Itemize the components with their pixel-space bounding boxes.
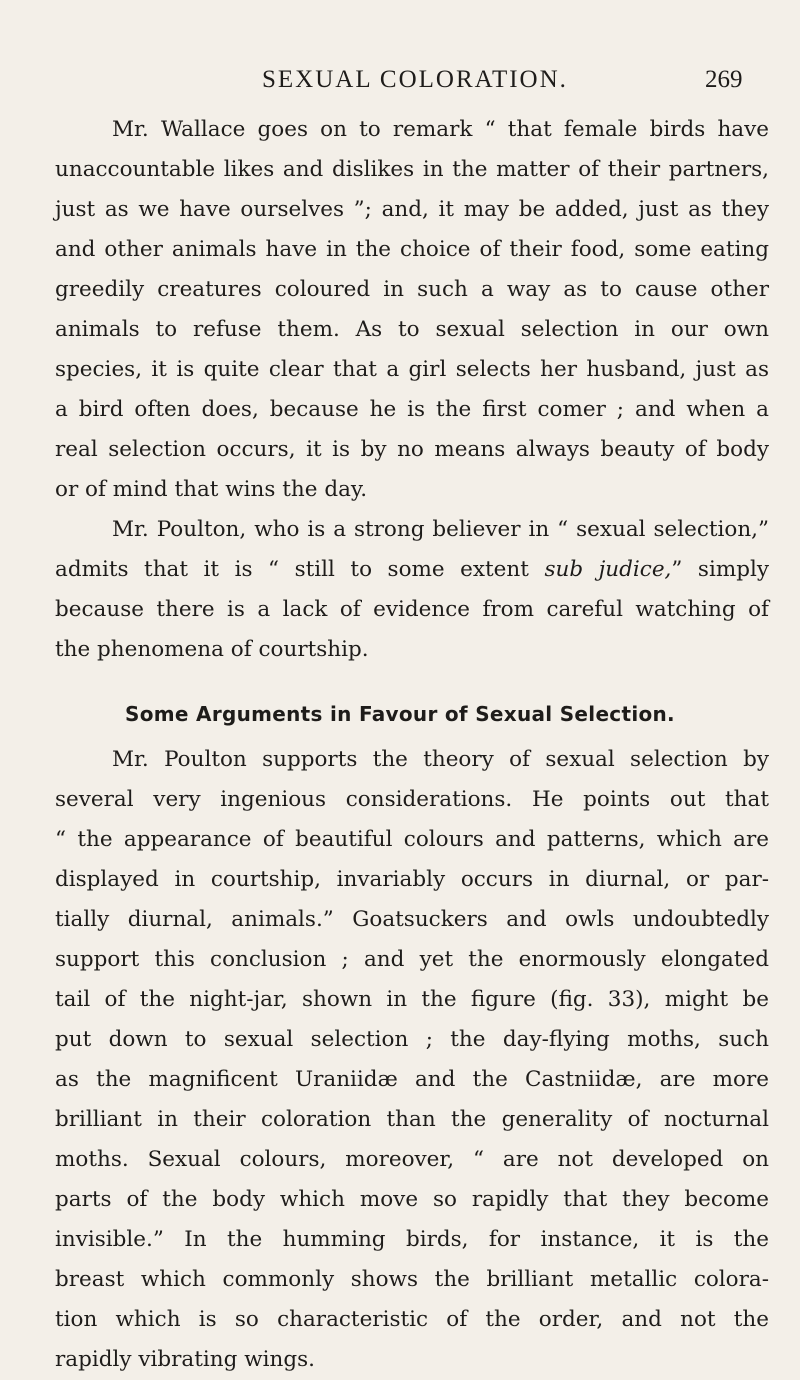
text-line: tially diurnal, animals.” Goatsuckers and owls undoubtedly bbox=[55, 907, 769, 932]
text-line: support this conclusion ; and yet the enormously elongated bbox=[55, 947, 769, 972]
text-line: “ the appearance of beautiful colours and patterns, which are bbox=[55, 827, 769, 852]
paragraph-1 bbox=[55, 110, 769, 510]
italic-term: sub judice, bbox=[544, 557, 672, 582]
text-line: displayed in courtship, invariably occurs in diurnal, or par- bbox=[55, 867, 769, 892]
text-line: and other animals have in the choice of their food, some eating bbox=[55, 237, 769, 262]
text-line: unaccountable likes and dislikes in the matter of their partners, bbox=[55, 157, 769, 182]
text-line: tion which is so characteristic of the order, and not the bbox=[55, 1307, 769, 1332]
running-head: SEXUAL COLORATION. bbox=[262, 66, 568, 93]
text-line: parts of the body which move so rapidly that they become bbox=[55, 1187, 769, 1212]
body-text-top bbox=[55, 110, 769, 670]
text-line: Mr. Poulton supports the theory of sexual selection by bbox=[112, 747, 769, 772]
body-text-bottom bbox=[55, 740, 769, 1380]
text-line: Mr. Wallace goes on to remark “ that female birds have bbox=[112, 117, 769, 142]
text-line: invisible.” In the humming birds, for instance, it is the bbox=[55, 1227, 769, 1252]
text-line: brilliant in their coloration than the generality of nocturnal bbox=[55, 1107, 769, 1132]
text-line: several very ingenious considerations. He points out that bbox=[55, 787, 769, 812]
text-line: moths. Sexual colours, moreover, “ are not developed on bbox=[55, 1147, 769, 1172]
text-line: animals to refuse them. As to sexual selection in our own bbox=[55, 317, 769, 342]
text-line: breast which commonly shows the brilliant metallic colora- bbox=[55, 1267, 769, 1292]
paragraph-2 bbox=[55, 510, 769, 670]
text-line: a bird often does, because he is the first comer ; and when a bbox=[55, 397, 769, 422]
text-line: or of mind that wins the day. bbox=[55, 477, 368, 502]
text-line: as the magnificent Uraniidæ and the Castniidæ, are more bbox=[55, 1067, 769, 1092]
text-line: because there is a lack of evidence from careful watching of bbox=[55, 597, 769, 622]
page-number: 269 bbox=[705, 66, 743, 93]
page-header bbox=[0, 66, 800, 106]
text-line: put down to sexual selection ; the day-flying moths, such bbox=[55, 1027, 769, 1052]
section-heading: Some Arguments in Favour of Sexual Selection. bbox=[125, 702, 675, 726]
paragraph-3 bbox=[55, 740, 769, 1380]
text-segment: ” simply bbox=[671, 557, 769, 582]
text-line: rapidly vibrating wings. bbox=[55, 1347, 315, 1372]
text-line: just as we have ourselves ”; and, it may be added, just as they bbox=[55, 197, 769, 222]
text-line: species, it is quite clear that a girl selects her husband, just as bbox=[55, 357, 769, 382]
text-line: greedily creatures coloured in such a way as to cause other bbox=[55, 277, 769, 302]
text-line: the phenomena of courtship. bbox=[55, 637, 369, 662]
text-line: tail of the night-jar, shown in the figure (fig. 33), might be bbox=[55, 987, 769, 1012]
text-line: Mr. Poulton, who is a strong believer in “ sexual selection,” bbox=[112, 517, 769, 542]
text-line bbox=[55, 550, 769, 590]
text-line: real selection occurs, it is by no means always beauty of body bbox=[55, 437, 769, 462]
text-segment: admits that it is “ still to some extent bbox=[55, 557, 545, 582]
